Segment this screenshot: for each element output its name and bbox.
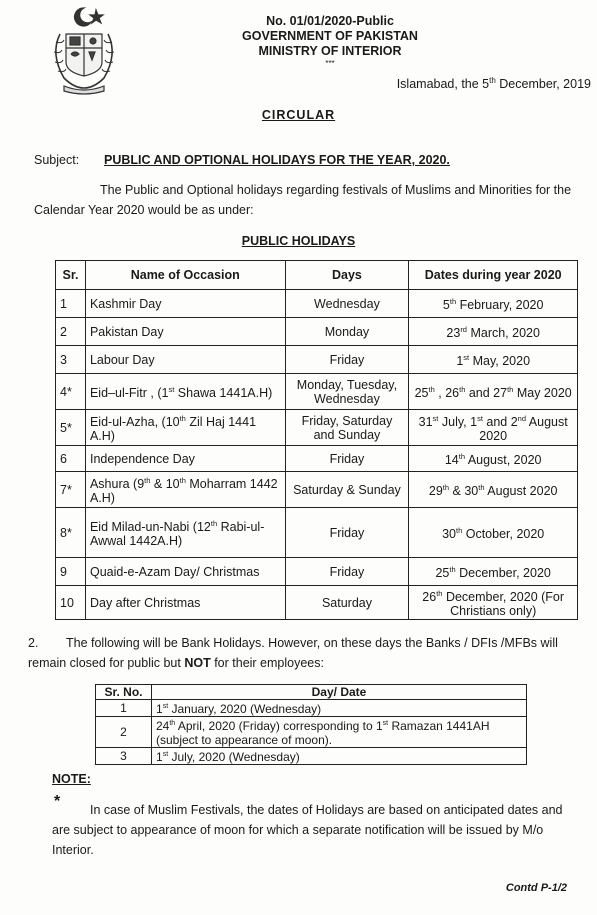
cell-dates: 25th December, 2020: [409, 558, 578, 586]
header-days: Days: [285, 261, 409, 290]
cell-days: Monday: [285, 318, 409, 346]
cell-days: Wednesday: [285, 290, 409, 318]
cell-dates: 25th , 26th and 27th May 2020: [409, 374, 578, 410]
subject-line: [34, 153, 450, 167]
cell-sr: 6: [56, 446, 86, 472]
cell-days: Friday, Saturday and Sunday: [285, 410, 409, 446]
dateline: Islamabad, the 5th December, 2019: [396, 76, 591, 92]
ministry-name: MINISTRY OF INTERIOR: [258, 44, 402, 58]
subject-label: Subject:: [34, 153, 80, 167]
note-text: In case of Muslim Festivals, the dates of Holidays are based on anticipated dates and are subject to appearance of moon for which a separate notification will be issued by M/o Interior.: [52, 803, 563, 857]
cell-dates: 31st July, 1st and 2nd August 2020: [409, 410, 578, 446]
cell-days: Friday: [285, 508, 409, 558]
cell-sr-no: 1: [96, 700, 152, 717]
government-name: GOVERNMENT OF PAKISTAN: [242, 29, 418, 43]
table-row: [56, 318, 578, 346]
cell-sr: 1: [56, 290, 86, 318]
table-header-row: [96, 685, 527, 700]
circular-title: CIRCULAR: [261, 108, 336, 122]
intro-paragraph: The Public and Optional holidays regarding festivals of Muslims and Minorities for the Calendar Year 2020 would be as under:: [34, 183, 572, 217]
cell-sr: 2: [56, 318, 86, 346]
cell-name: Labour Day: [85, 346, 285, 374]
public-holidays-table: [55, 260, 578, 620]
bank-holidays-table: [95, 684, 527, 765]
table-row: [96, 748, 527, 765]
cell-day-date: 24th April, 2020 (Friday) corresponding to 1st Ramazan 1441AH (subject to appearance of moon).: [152, 717, 527, 748]
table-row: [96, 717, 527, 748]
table-row: [56, 410, 578, 446]
table-row: [56, 346, 578, 374]
cell-name: Day after Christmas: [85, 586, 285, 620]
bank-holidays-paragraph: 2. The following will be Bank Holidays. However, on these days the Banks / DFIs /MFBs will remain closed for public but NOT for their employees:: [28, 636, 558, 670]
cell-dates: 23rd March, 2020: [409, 318, 578, 346]
cell-sr: 10: [56, 586, 86, 620]
header-sr: Sr.: [56, 261, 86, 290]
cell-sr-no: 3: [96, 748, 152, 765]
government-emblem-icon: [38, 4, 130, 96]
note-heading: NOTE:: [52, 772, 91, 786]
table-row: [56, 586, 578, 620]
cell-days: Friday: [285, 446, 409, 472]
cell-name: Eid–ul-Fitr , (1st Shawa 1441A.H): [85, 374, 285, 410]
cell-sr-no: 2: [96, 717, 152, 748]
cell-name: Pakistan Day: [85, 318, 285, 346]
table-row: [56, 508, 578, 558]
cell-days: Friday: [285, 346, 409, 374]
cell-sr: 3: [56, 346, 86, 374]
cell-days: Saturday & Sunday: [285, 472, 409, 508]
cell-sr: 5*: [56, 410, 86, 446]
cell-days: Monday, Tuesday, Wednesday: [285, 374, 409, 410]
header-dates: Dates during year 2020: [409, 261, 578, 290]
table-header-row: [56, 261, 578, 290]
header-sr-no: Sr. No.: [96, 685, 152, 700]
subject-title: PUBLIC AND OPTIONAL HOLIDAYS FOR THE YEAR, 2020.: [104, 153, 450, 167]
note-asterisk: *: [54, 793, 61, 810]
continued-marker: Contd P-1/2: [505, 882, 567, 894]
cell-sr: 7*: [56, 472, 86, 508]
cell-sr: 4*: [56, 374, 86, 410]
cell-name: Quaid-e-Azam Day/ Christmas: [85, 558, 285, 586]
header-day-date: Day/ Date: [152, 685, 527, 700]
cell-day-date: 1st July, 2020 (Wednesday): [152, 748, 527, 765]
cell-name: Eid Milad-un-Nabi (12th Rabi-ul-Awwal 1442A.H): [85, 508, 285, 558]
cell-days: Saturday: [285, 586, 409, 620]
cell-dates: 5th February, 2020: [409, 290, 578, 318]
cell-dates: 30th October, 2020: [409, 508, 578, 558]
letterhead-stars: ***: [325, 59, 335, 68]
cell-sr: 9: [56, 558, 86, 586]
table-row: [56, 472, 578, 508]
table-row: [96, 700, 527, 717]
cell-day-date: 1st January, 2020 (Wednesday): [152, 700, 527, 717]
cell-name: Eid-ul-Azha, (10th Zil Haj 1441 A.H): [85, 410, 285, 446]
cell-name: Ashura (9th & 10th Moharram 1442 A.H): [85, 472, 285, 508]
table-row: [56, 446, 578, 472]
table-row: [56, 558, 578, 586]
table-row: [56, 290, 578, 318]
cell-name: Kashmir Day: [85, 290, 285, 318]
cell-days: Friday: [285, 558, 409, 586]
cell-dates: 26th December, 2020 (For Christians only): [409, 586, 578, 620]
header-name: Name of Occasion: [85, 261, 285, 290]
bank-holidays-text: The following will be Bank Holidays. However, on these days the Banks / DFIs /MFBs will remain closed for public but NOT for their employees:: [28, 636, 558, 670]
cell-dates: 14th August, 2020: [409, 446, 578, 472]
letterhead: [200, 14, 460, 69]
cell-dates: 1st May, 2020: [409, 346, 578, 374]
table-row: [56, 374, 578, 410]
file-number: No. 01/01/2020-Public: [266, 14, 394, 28]
cell-sr: 8*: [56, 508, 86, 558]
public-holidays-heading: PUBLIC HOLIDAYS: [241, 234, 356, 248]
cell-dates: 29th & 30th August 2020: [409, 472, 578, 508]
cell-name: Independence Day: [85, 446, 285, 472]
